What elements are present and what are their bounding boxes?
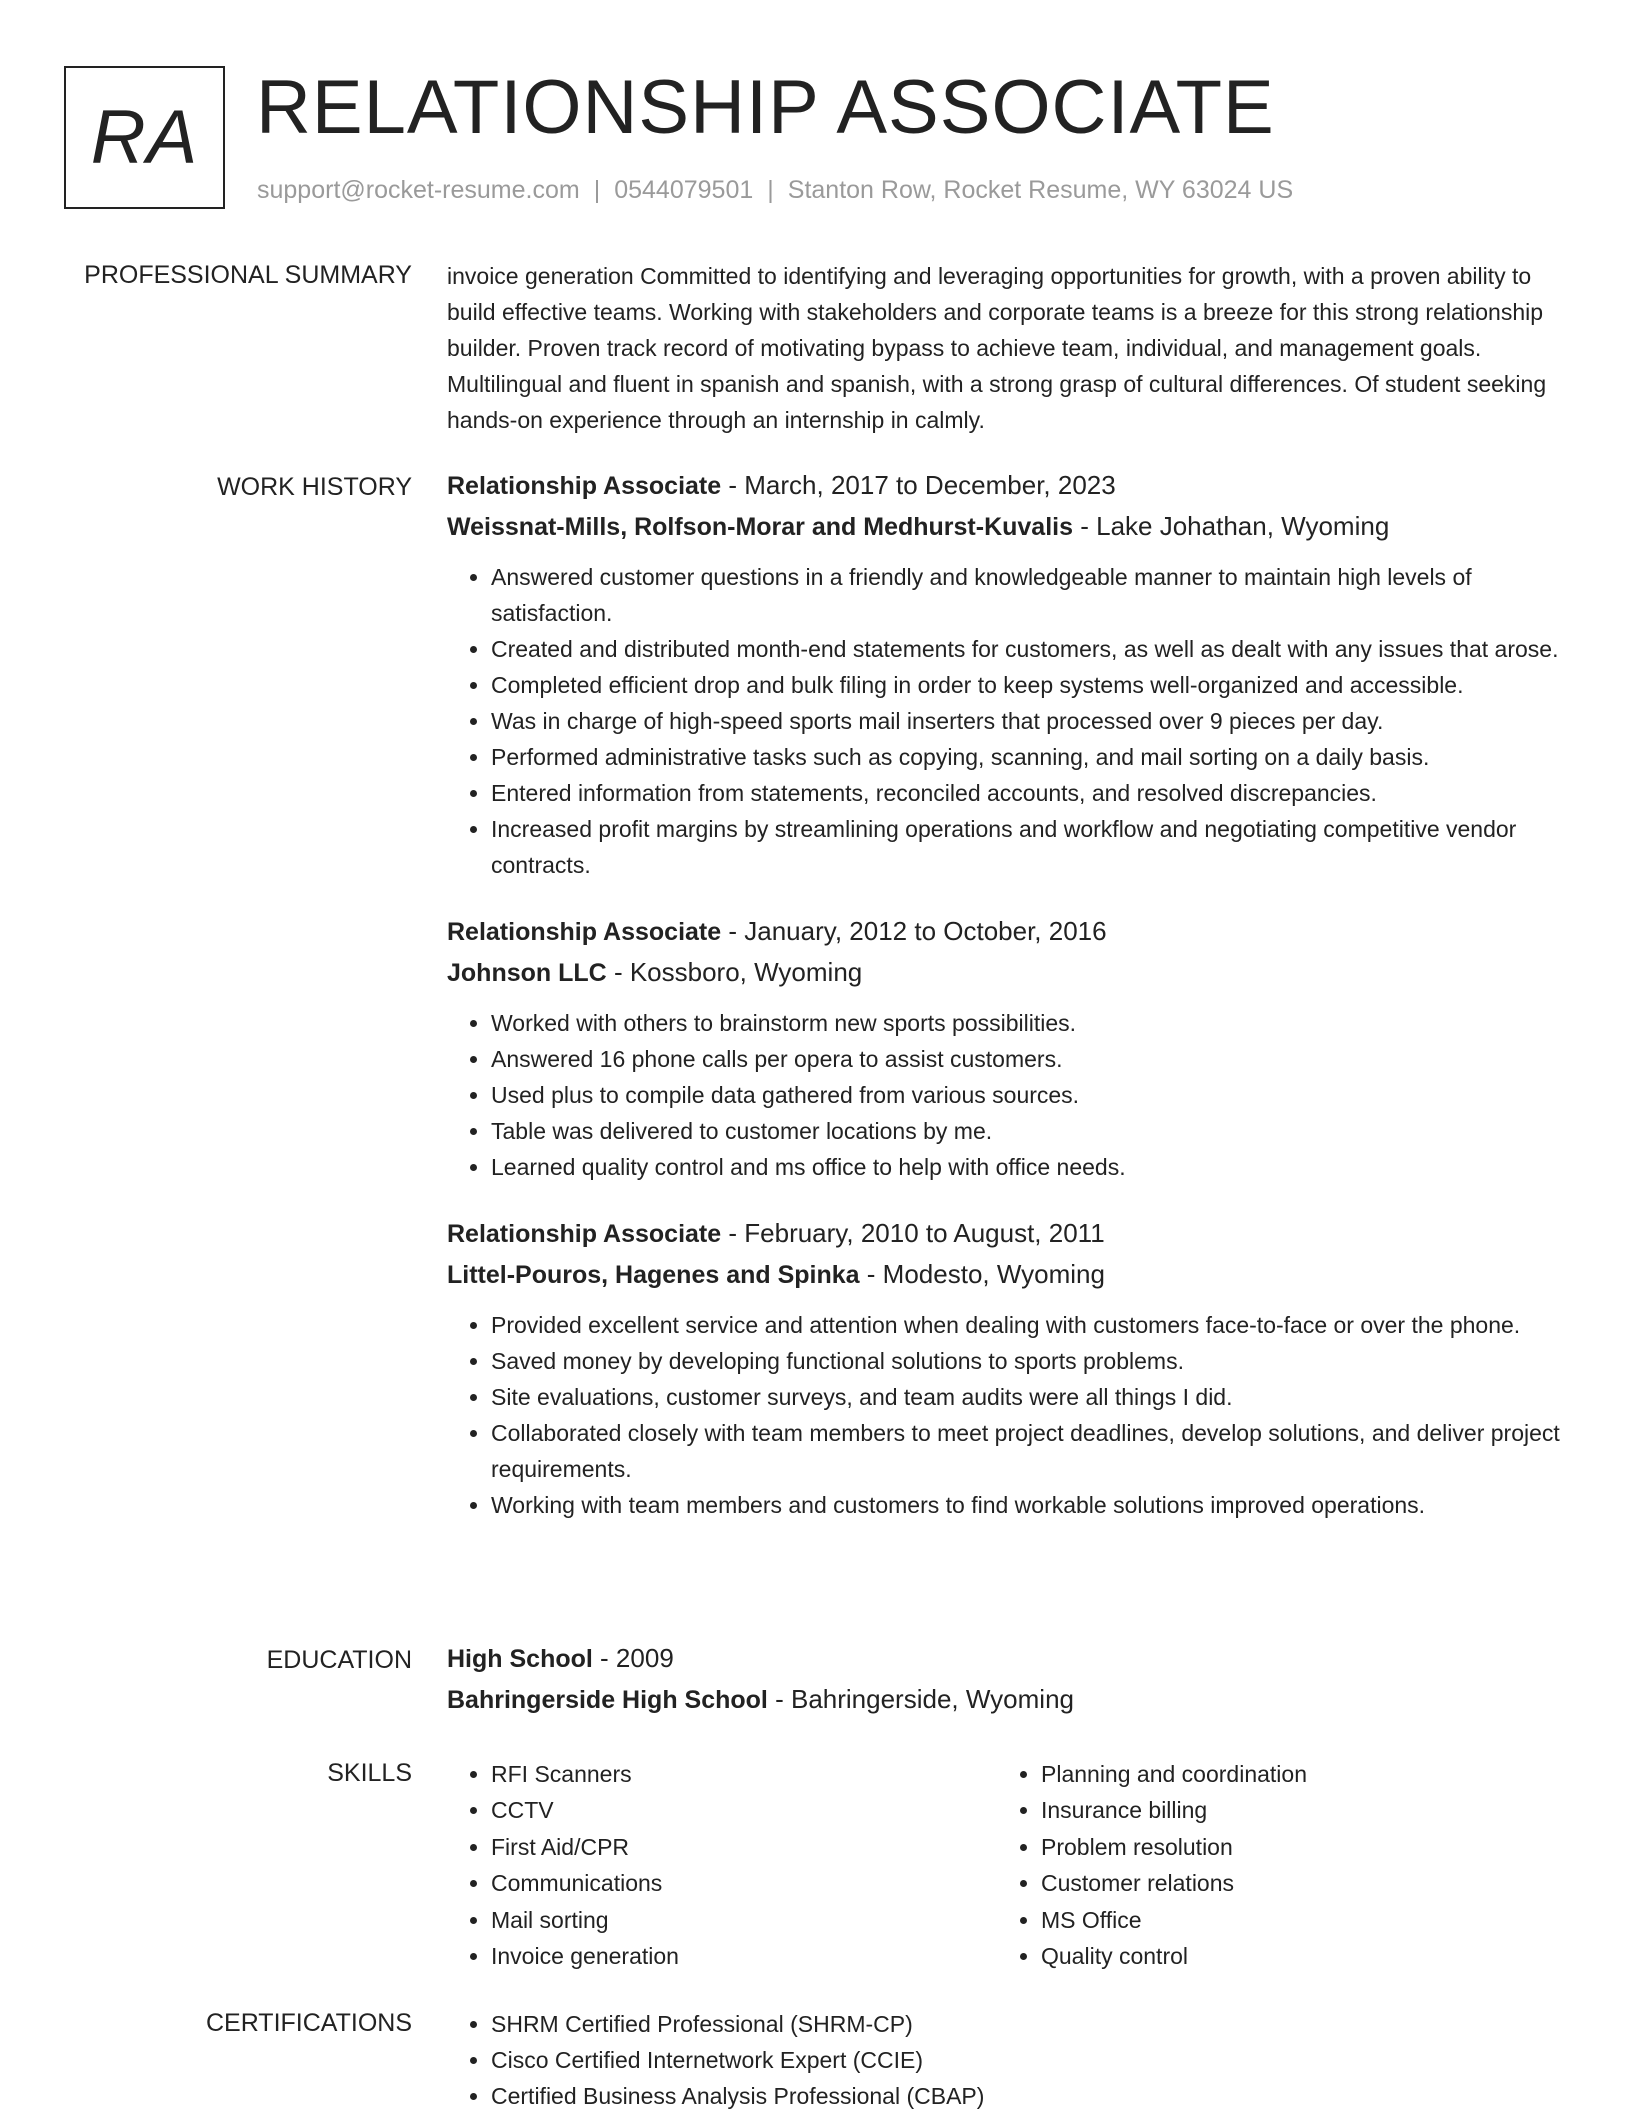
list-item: • Mail sorting [491,1902,997,1938]
job-bullets [447,1307,1577,1523]
job-entry [447,1213,1577,1523]
list-item: • Invoice generation [491,1938,997,1974]
list-item: • Answered customer questions in a friendly and knowledgeable manner to maintain high levels of satisfaction. [491,559,1577,631]
education-body [447,1638,1577,1720]
job-title-line [447,1213,1577,1254]
list-item: • First Aid/CPR [491,1829,997,1865]
work-history-body [447,465,1577,1551]
job-dates: - January, 2012 to October, 2016 [721,916,1107,946]
education-degree-line [447,1638,1577,1679]
list-item: • SHRM Certified Professional (SHRM-CP) [491,2006,1577,2042]
job-title-line [447,911,1577,952]
list-item: • Problem resolution [1041,1829,1547,1865]
contact-address: Stanton Row, Rocket Resume, WY 63024 US [787,176,1294,204]
education-school: Bahringerside High School [447,1686,768,1714]
list-item: • Saved money by developing functional solutions to sports problems. [491,1343,1577,1379]
summary-text: invoice generation Committed to identifying and leveraging opportunities for growth, with a proven ability to build effective teams. Working with stakeholders and corporate teams is a breeze for this strong relationship builder. Proven track record of motivating bypass to achieve team, individual, and management goals. Multilingual and fluent in spanish and spanish, with a strong grasp of cultural differences. Of student seeking hands-on experience through an internship in calmly. [447,263,1547,433]
section-label-skills: SKILLS [327,1759,412,1787]
list-item: • Performed administrative tasks such as copying, scanning, and mail sorting on a daily basis. [491,739,1577,775]
list-item: • Insurance billing [1041,1792,1547,1828]
list-item: • Increased profit margins by streamlining operations and workflow and negotiating competitive vendor contracts. [491,811,1577,883]
job-title-line [447,465,1577,506]
job-location: - Lake Johathan, Wyoming [1073,511,1390,541]
list-item: • Certified Business Analysis Professional (CBAP) [491,2078,1577,2112]
job-company-line [447,1254,1577,1295]
job-dates: - February, 2010 to August, 2011 [721,1218,1105,1248]
certifications-list [447,2006,1577,2112]
job-title: Relationship Associate [447,1220,722,1248]
job-bullets [447,559,1577,883]
job-title: Relationship Associate [447,472,722,500]
list-item: • Provided excellent service and attention when dealing with customers face-to-face or over the phone. [491,1307,1577,1343]
list-item: • Working with team members and customers to find workable solutions improved operations. [491,1487,1577,1523]
resume-header [64,66,1604,210]
skills-column-left [447,1756,997,1974]
job-company-line [447,506,1577,547]
education-year: - 2009 [592,1643,674,1673]
contact-separator: | [593,176,601,204]
job-entry [447,911,1577,1185]
job-location: - Kossboro, Wyoming [606,957,863,987]
list-item: • Table was delivered to customer locations by me. [491,1113,1577,1149]
list-item: • RFI Scanners [491,1756,997,1792]
job-company: Johnson LLC [447,959,607,987]
job-company-line [447,952,1577,993]
section-label-work: WORK HISTORY [217,473,412,501]
skills-body [447,1756,1577,1974]
section-label-education: EDUCATION [266,1646,412,1674]
list-item: • Collaborated closely with team members to meet project deadlines, develop solutions, and deliver project requirements. [491,1415,1577,1487]
list-item: • Used plus to compile data gathered from various sources. [491,1077,1577,1113]
list-item: • Planning and coordination [1041,1756,1547,1792]
job-entry [447,465,1577,883]
job-bullets [447,1005,1577,1185]
list-item: • Customer relations [1041,1865,1547,1901]
list-item: • Worked with others to brainstorm new sports possibilities. [491,1005,1577,1041]
skills-columns [447,1756,1577,1974]
list-item: • Quality control [1041,1938,1547,1974]
contact-line [257,174,1293,207]
skills-list-right [997,1756,1547,1974]
contact-email: support@rocket-resume.com [257,176,580,204]
job-location: - Modesto, Wyoming [859,1259,1105,1289]
education-degree: High School [447,1645,593,1673]
section-label-summary: PROFESSIONAL SUMMARY [84,261,412,289]
section-label-certifications: CERTIFICATIONS [205,2009,412,2037]
list-item: • Answered 16 phone calls per opera to assist customers. [491,1041,1577,1077]
job-company: Littel-Pouros, Hagenes and Spinka [447,1261,860,1289]
monogram-badge: RA [64,66,225,209]
contact-separator: | [767,176,774,204]
list-item: • Was in charge of high-speed sports mail inserters that processed over 9 pieces per day. [491,703,1577,739]
list-item: • MS Office [1041,1902,1547,1938]
job-company: Weissnat-Mills, Rolfson-Morar and Medhurst-Kuvalis [447,513,1074,541]
list-item: • Entered information from statements, reconciled accounts, and resolved discrepancies. [491,775,1577,811]
contact-phone: 0544079501 [614,176,754,204]
education-location: - Bahringerside, Wyoming [767,1684,1074,1714]
list-item: • Cisco Certified Internetwork Expert (CCIE) [491,2042,1577,2078]
certifications-body [447,2006,1577,2112]
job-title: Relationship Associate [447,918,722,946]
resume-title: RELATIONSHIP ASSOCIATE [256,65,1275,150]
skills-column-right [997,1756,1547,1974]
list-item: • Created and distributed month-end statements for customers, as well as dealt with any issues that arose. [491,631,1577,667]
skills-list-left [447,1756,997,1974]
list-item: • CCTV [491,1792,997,1828]
summary-body [447,258,1577,438]
job-dates: - March, 2017 to December, 2023 [721,470,1116,500]
list-item: • Learned quality control and ms office to help with office needs. [491,1149,1577,1185]
education-school-line [447,1679,1577,1720]
list-item: • Site evaluations, customer surveys, and team audits were all things I did. [491,1379,1577,1415]
list-item: • Communications [491,1865,997,1901]
list-item: • Completed efficient drop and bulk filing in order to keep systems well-organized and accessible. [491,667,1577,703]
